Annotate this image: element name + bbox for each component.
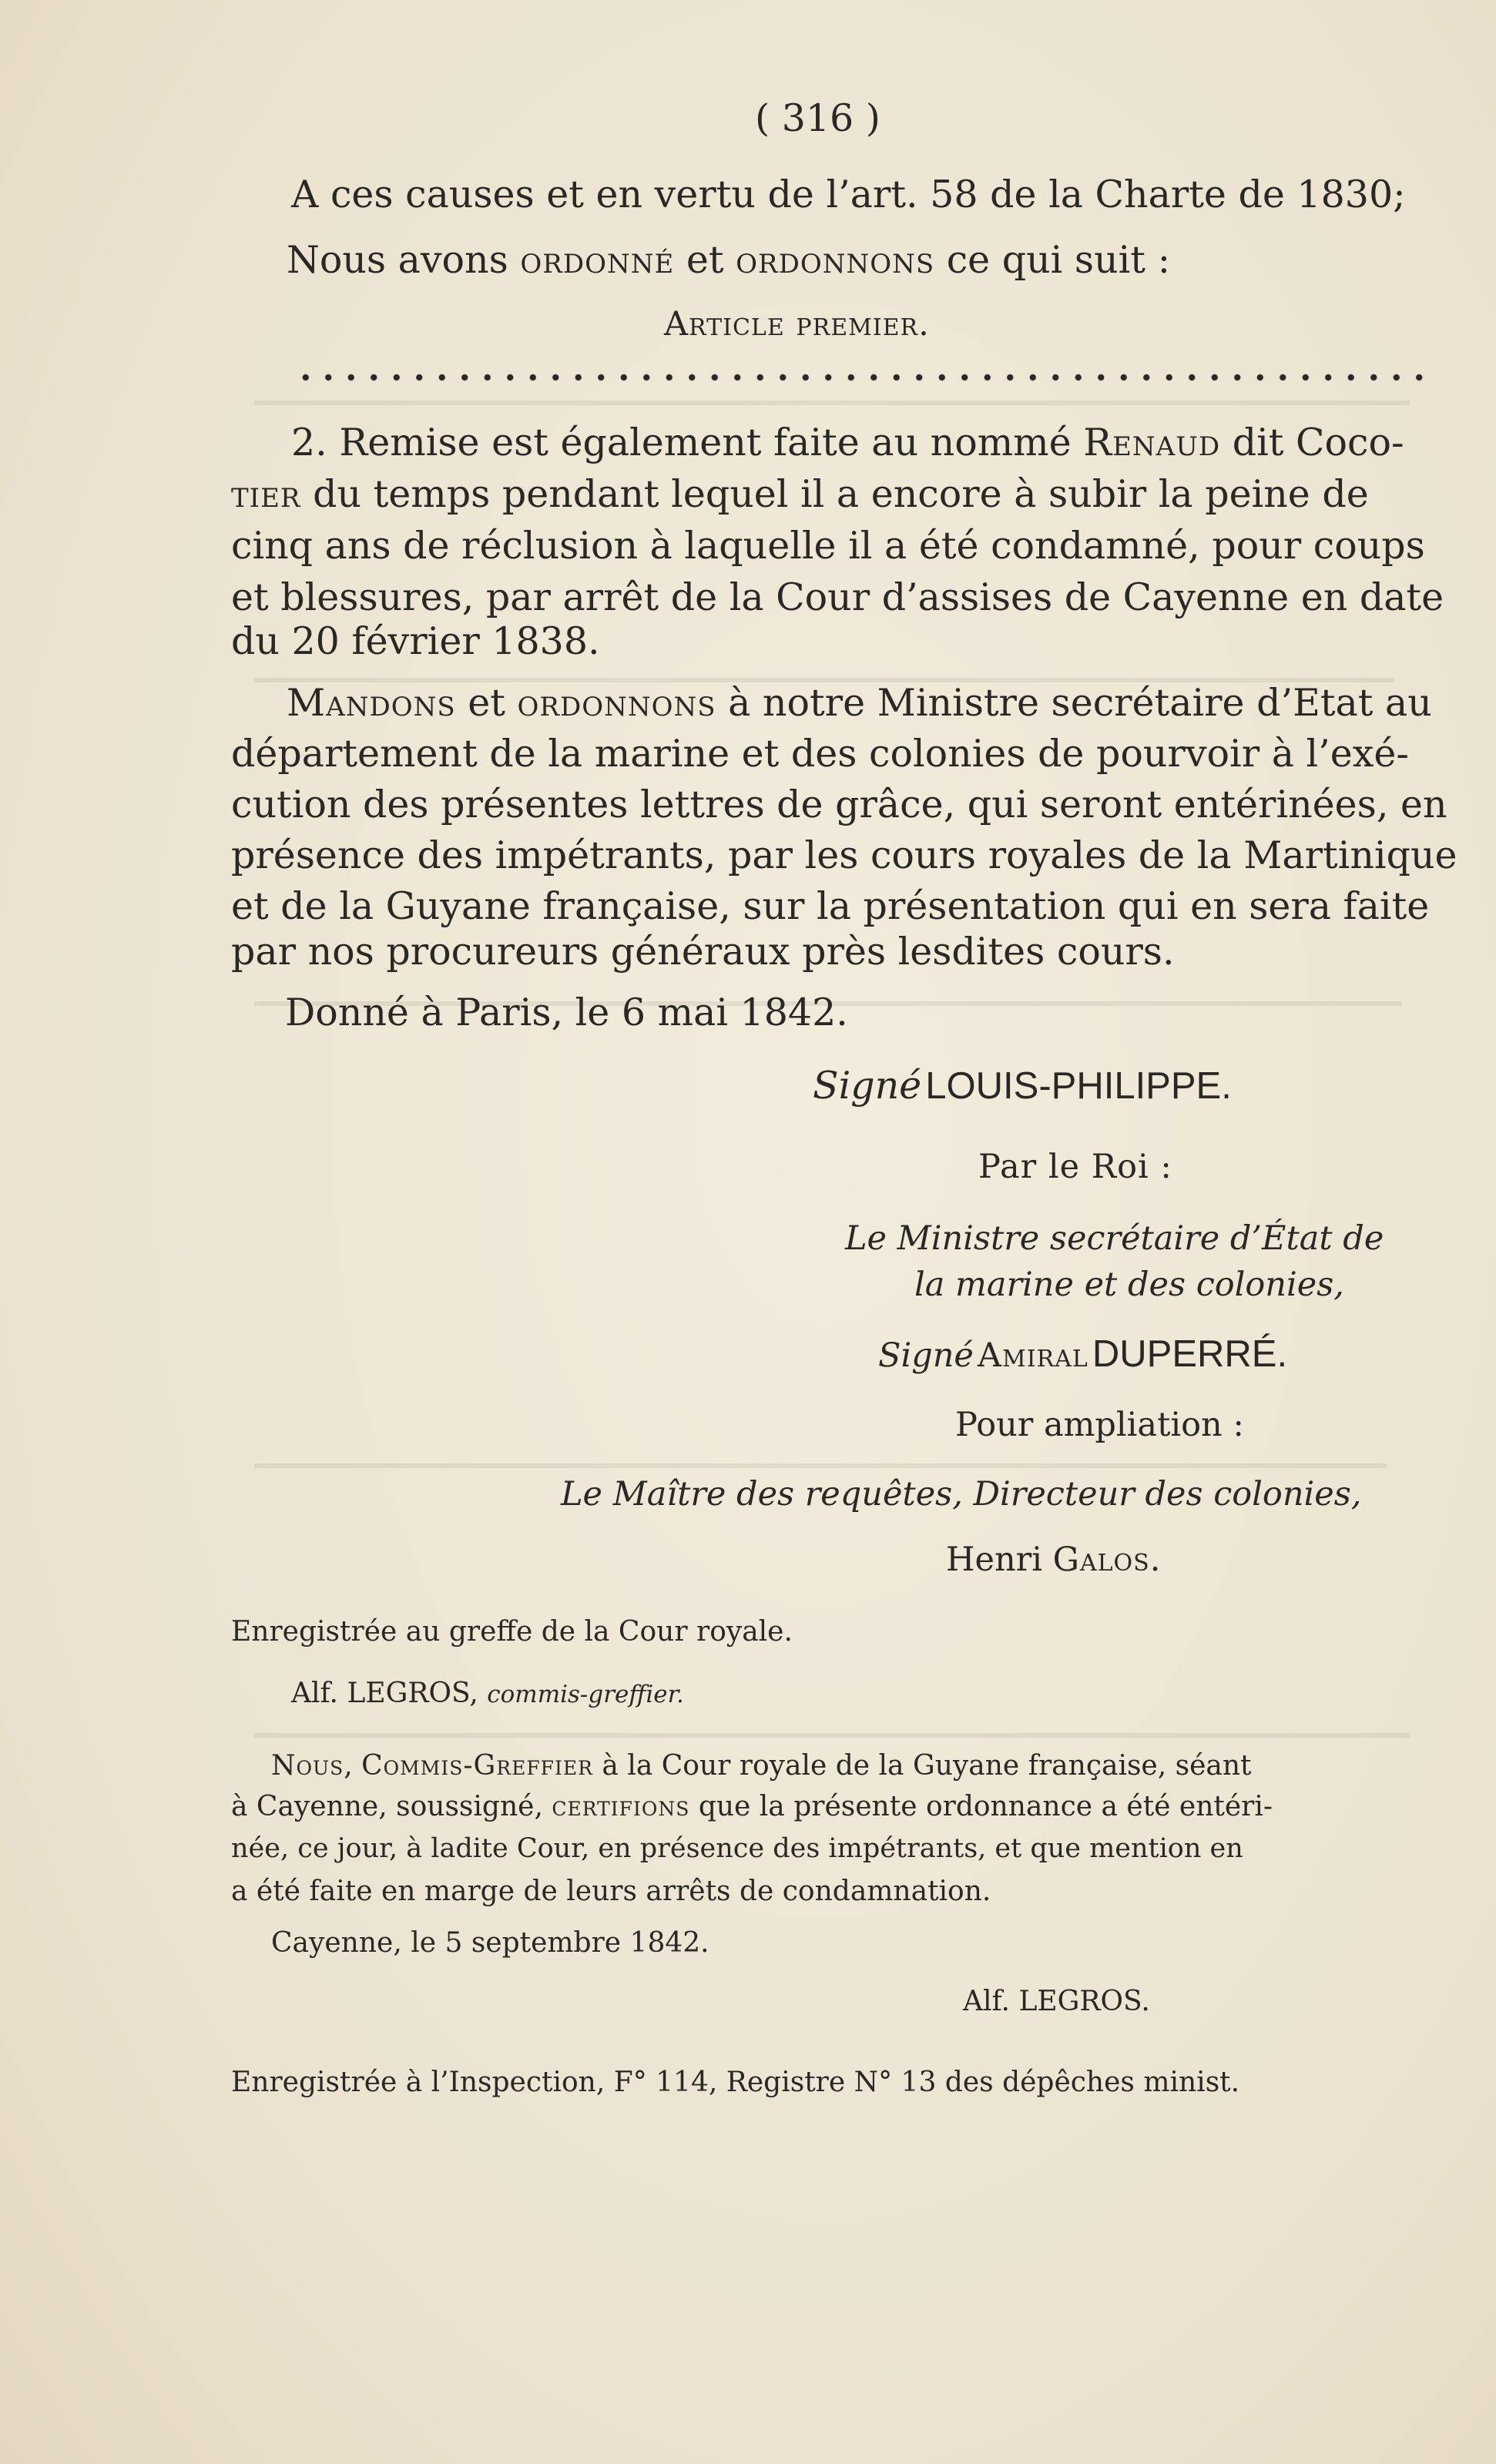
amiral-signature [878,1333,1287,1376]
intro-line-1: A ces causes et en vertu de l’art. 58 de la Charte de 1830; [291,173,1406,216]
minister-line-2: la marine et des colonies, [914,1266,1344,1304]
nous-line-2 [231,1791,1273,1822]
text-run: à Cayenne, soussigné, [231,1791,552,1822]
article2-line-3: cinq ans de réclusion à laquelle il a été condamné, pour coups [231,524,1425,568]
text-run: et [674,238,736,282]
nous-line-1 [271,1750,1252,1782]
cayenne-date: Cayenne, le 5 septembre 1842. [271,1927,709,1959]
mandons-line-4: présence des impétrants, par les cours royales de la Martinique [231,833,1457,877]
small-caps-run: Mandons [287,681,456,725]
signe-label: Signé [813,1064,922,1108]
small-caps-run: tier [231,472,301,516]
article2-line-2 [231,469,1369,520]
par-le-roi: Par le Roi : [978,1148,1172,1186]
date-line: Donné à Paris, le 6 mai 1842. [285,991,848,1034]
small-caps-run: Renaud [1083,421,1221,464]
mandons-line-5: et de la Guyane française, sur la présentation qui en sera faite [231,884,1430,928]
text-run: 2. Remise est également faite au nommé [291,421,1084,464]
text-run: Henri [946,1540,1042,1579]
king-signature [813,1059,1232,1121]
text-run: Alf. LEGROS, [291,1678,488,1709]
small-caps-run: Nous [271,1750,344,1782]
legros-signature: Alf. LEGROS. [963,1986,1150,2017]
pour-ampliation: Pour ampliation : [955,1406,1244,1444]
text-run: Nous avons [287,238,521,282]
text-run: à notre Ministre secrétaire d’Etat au [716,681,1432,725]
article2-line-1 [291,417,1404,468]
intro-line-2 [287,235,1170,286]
small-caps-run: ordonné [520,238,675,282]
maitre-des-requetes: Le Maître des requêtes, Directeur des colonies, [561,1475,1362,1514]
text-run: du temps pendant lequel il a encore à subir la peine de [300,472,1369,516]
henri-galos [946,1540,1161,1579]
signe-label: Signé [878,1336,974,1375]
text-run: que la présente ordonnance a été entéri- [689,1791,1273,1822]
small-caps-run: Galos. [1052,1540,1162,1579]
mandons-line-2: département de la marine et des colonies de pourvoir à l’exé- [231,732,1409,776]
article2-line-5: du 20 février 1838. [231,619,600,663]
enregistree-inspection: Enregistrée à l’Inspection, F° 114, Registre N° 13 des dépêches minist. [231,2067,1240,2098]
legros-commis [291,1678,684,1709]
small-caps-run: ordonnons [736,238,935,282]
text-run: dit Coco- [1220,421,1404,464]
duperre-name: DUPERRÉ. [1092,1333,1288,1375]
text-run: , [344,1750,362,1782]
article2-line-4: et blessures, par arrêt de la Cour d’assises de Cayenne en date [231,575,1444,619]
nous-line-3: née, ce jour, à ladite Cour, en présence des impétrants, et que mention en [231,1833,1243,1864]
text-run: ce qui suit : [934,238,1171,282]
king-name: LOUIS-PHILIPPE. [925,1065,1232,1107]
small-caps-run: ordonnons [517,681,716,725]
article-heading: Article premier. [664,305,930,344]
enregistree-greffe: Enregistrée au greffe de la Cour royale. [231,1616,793,1648]
minister-line-1: Le Ministre secrétaire d’État de [845,1219,1384,1258]
small-caps-run: Commis-Greffier [361,1750,593,1782]
text-run: à la Cour royale de la Guyane française, séant [592,1750,1252,1782]
mandons-line-3: cution des présentes lettres de grâce, qui seront entérinées, en [231,783,1447,826]
small-caps-run: Amiral [977,1336,1088,1375]
italic-run: commis-greffier. [487,1681,684,1708]
text-run: et [455,681,518,725]
mandons-line-6: par nos procureurs généraux près lesdites cours. [231,930,1175,974]
dotted-separator [294,366,1427,389]
small-caps-run: certifions [552,1791,690,1822]
mandons-line-1 [287,678,1432,729]
nous-line-4: a été faite en marge de leurs arrêts de condamnation. [231,1876,991,1907]
page-number: ( 316 ) [755,96,880,140]
